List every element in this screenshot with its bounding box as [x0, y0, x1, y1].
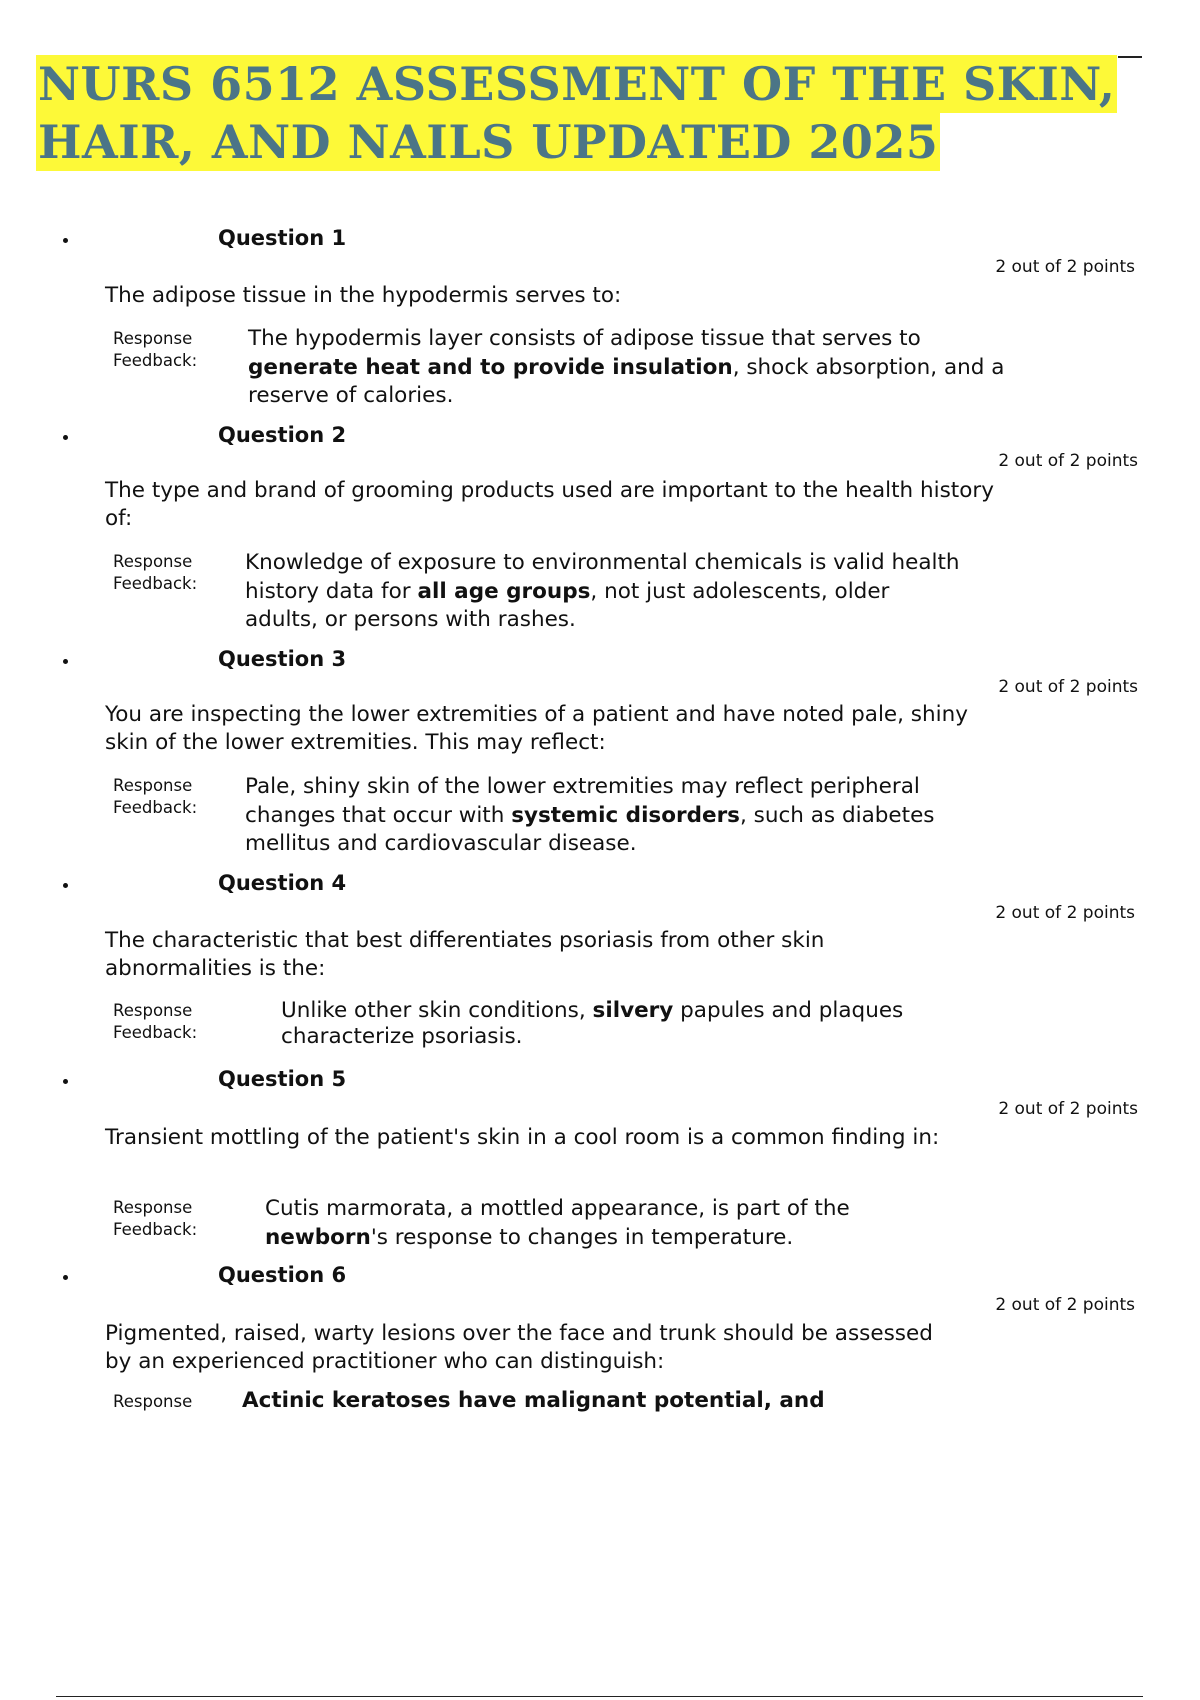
- title-line-1: NURS 6512 ASSESSMENT OF THE SKIN,: [38, 57, 1116, 111]
- response-feedback-text: The hypodermis layer consists of adipose tissue that serves to generate heat and to provide insulation, shock absorption, and a reserve of calories.: [248, 326, 1005, 408]
- question-3: [0, 645, 1200, 865]
- question-label: Question 1: [218, 226, 347, 250]
- bullet-icon: [63, 435, 68, 440]
- response-feedback-text: Pale, shiny skin of the lower extremities may reflect peripheral changes that occur with systemic disorders, such as diabetes mellitus and cardiovascular disease.: [245, 774, 935, 856]
- bullet-icon: [63, 238, 68, 243]
- question-1: [0, 224, 1200, 414]
- points-badge: 2 out of 2 points: [998, 1099, 1138, 1119]
- question-text: The adipose tissue in the hypodermis serves to:: [105, 283, 622, 308]
- title-line-2: HAIR, AND NAILS UPDATED 2025: [38, 115, 939, 169]
- question-2: [0, 421, 1200, 641]
- question-6: [0, 1261, 1200, 1461]
- points-badge: 2 out of 2 points: [995, 1295, 1135, 1315]
- question-label: Question 4: [218, 871, 347, 895]
- response-feedback-label: Response Feedback:: [113, 552, 198, 593]
- response-feedback-text: Unlike other skin conditions, silvery papules and plaques characterize psoriasis.: [281, 998, 904, 1049]
- question-label: Question 3: [218, 647, 347, 671]
- response-label: Response: [113, 1392, 193, 1411]
- points-badge: 2 out of 2 points: [995, 257, 1135, 277]
- response-feedback-label: Response Feedback:: [113, 329, 198, 370]
- question-label: Question 2: [218, 423, 347, 447]
- question-text: Transient mottling of the patient's skin in a cool room is a common finding in:: [105, 1125, 940, 1150]
- bullet-icon: [63, 1275, 68, 1280]
- response-feedback-label: Response Feedback:: [113, 776, 198, 817]
- question-5: [0, 1065, 1200, 1265]
- question-text: The type and brand of grooming products used are important to the health history of:: [105, 478, 994, 531]
- bullet-icon: [63, 659, 68, 664]
- points-badge: 2 out of 2 points: [998, 677, 1138, 697]
- question-text: Pigmented, raised, warty lesions over the face and trunk should be assessed by an experienced practitioner who can distinguish:: [105, 1321, 933, 1374]
- points-badge: 2 out of 2 points: [998, 451, 1138, 471]
- points-badge: 2 out of 2 points: [995, 903, 1135, 923]
- response-feedback-label: Response Feedback:: [113, 1001, 198, 1042]
- response-feedback-text: Knowledge of exposure to environmental chemicals is valid health history data for all age groups, not just adolescents, older adults, or persons with rashes.: [245, 550, 960, 632]
- question-4: [0, 869, 1200, 1069]
- response-text: Actinic keratoses have malignant potential, and: [242, 1388, 825, 1413]
- bullet-icon: [63, 1079, 68, 1084]
- page-title: [36, 55, 1126, 171]
- response-feedback-label: Response Feedback:: [113, 1198, 198, 1239]
- question-label: Question 5: [218, 1067, 347, 1091]
- question-label: Question 6: [218, 1263, 347, 1287]
- bottom-rule: [56, 1696, 1143, 1697]
- response-feedback-text: Cutis marmorata, a mottled appearance, is part of the newborn's response to changes in temperature.: [265, 1196, 850, 1250]
- bullet-icon: [63, 883, 68, 888]
- question-text: You are inspecting the lower extremities of a patient and have noted pale, shiny skin of the lower extremities. This may reflect:: [105, 702, 968, 755]
- question-text: The characteristic that best differentiates psoriasis from other skin abnormalities is the:: [105, 928, 825, 981]
